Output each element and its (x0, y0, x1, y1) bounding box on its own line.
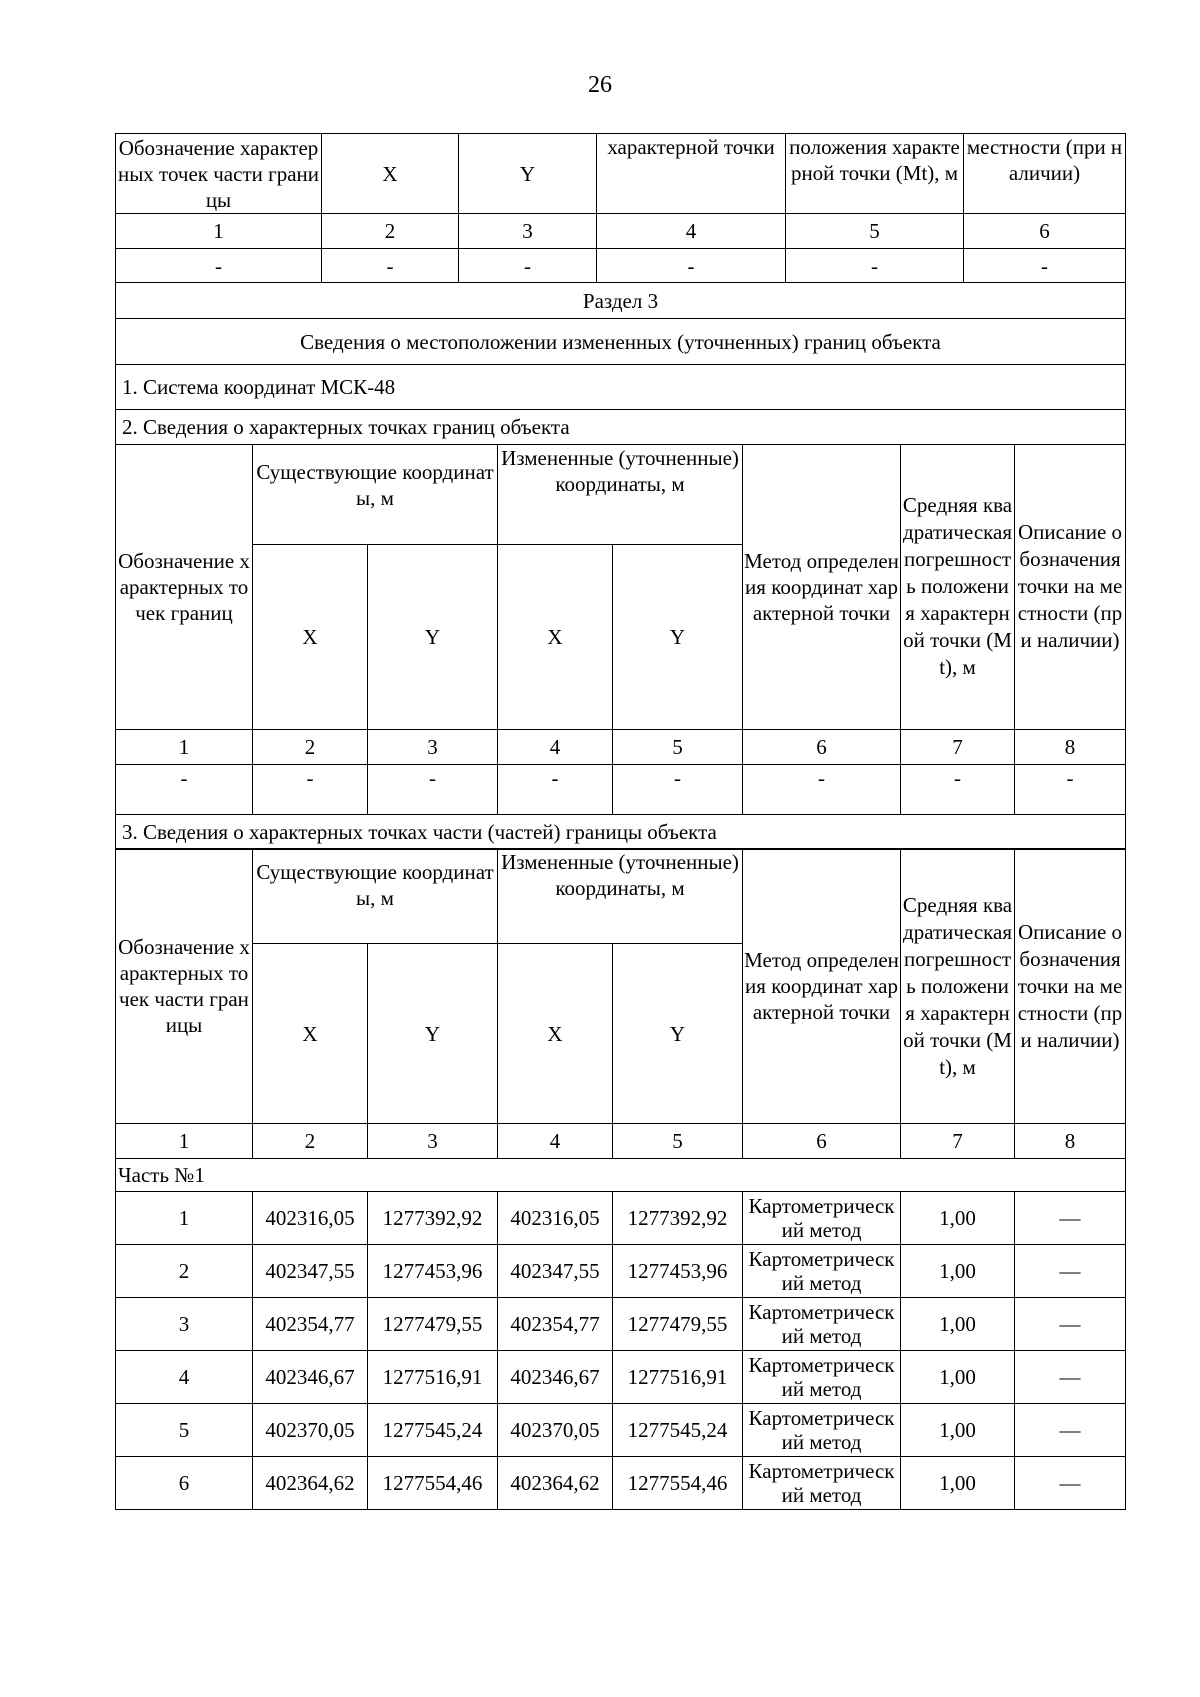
block3-title: 3. Сведения о характерных точках части (частей) границы объекта (116, 814, 1126, 849)
table-row (116, 1404, 1126, 1457)
empty-dash: - (786, 249, 964, 283)
changed-coords-header: Измененные (уточненные) координаты, м (498, 444, 743, 544)
error-cell: 1,00 (901, 1457, 1015, 1510)
empty-dash: - (901, 764, 1015, 814)
empty-dash: - (253, 764, 368, 814)
changed-x: 402364,62 (498, 1457, 613, 1510)
empty-dash: - (116, 764, 253, 814)
changed-x: 402346,67 (498, 1351, 613, 1404)
empty-dash: - (459, 249, 597, 283)
existing-y: 1277554,46 (368, 1457, 498, 1510)
table-row (116, 1298, 1126, 1351)
description-cell: — (1015, 1245, 1126, 1298)
column-number: 1 (116, 1124, 253, 1159)
changed-x: 402316,05 (498, 1192, 613, 1245)
empty-dash: - (116, 249, 322, 283)
column-number: 2 (253, 729, 368, 764)
existing-x: 402316,05 (253, 1192, 368, 1245)
top-header-cell: Y (459, 134, 597, 214)
existing-coords-header: Существующие координаты, м (253, 849, 498, 944)
method-cell: Картометрический метод (743, 1351, 901, 1404)
error-cell: 1,00 (901, 1298, 1015, 1351)
column-number: 7 (901, 729, 1015, 764)
description-cell: — (1015, 1457, 1126, 1510)
method-cell: Картометрический метод (743, 1457, 901, 1510)
top-table-number-row (116, 214, 1126, 249)
table-row (116, 1192, 1126, 1245)
column-number: 8 (1015, 1124, 1126, 1159)
error-cell: 1,00 (901, 1351, 1015, 1404)
description-header: Описание обозначения точки на местности (при наличии) (1015, 849, 1126, 1124)
empty-dash: - (964, 249, 1126, 283)
existing-y: 1277479,55 (368, 1298, 498, 1351)
empty-dash: - (743, 764, 901, 814)
part-label: Часть №1 (116, 1159, 1126, 1192)
existing-x: 402347,55 (253, 1245, 368, 1298)
column-number: 2 (253, 1124, 368, 1159)
column-number: 5 (613, 1124, 743, 1159)
existing-y: 1277545,24 (368, 1404, 498, 1457)
table-row (116, 1351, 1126, 1404)
column-number: 4 (498, 1124, 613, 1159)
point-label-header: Обозначение характерных точек границ (116, 444, 253, 729)
x-header: X (498, 944, 613, 1124)
error-cell: 1,00 (901, 1245, 1015, 1298)
point-number: 4 (116, 1351, 253, 1404)
column-number: 8 (1015, 729, 1126, 764)
document-body (115, 133, 1125, 1510)
column-number: 1 (116, 729, 253, 764)
column-number: 5 (613, 729, 743, 764)
existing-y: 1277516,91 (368, 1351, 498, 1404)
description-header: Описание обозначения точки на местности (при наличии) (1015, 444, 1126, 729)
column-number: 6 (743, 1124, 901, 1159)
top-header-cell: местности (при наличии) (964, 134, 1126, 214)
existing-coords-header: Существующие координаты, м (253, 444, 498, 544)
changed-coords-header: Измененные (уточненные) координаты, м (498, 849, 743, 944)
y-header: Y (368, 544, 498, 729)
method-cell: Картометрический метод (743, 1192, 901, 1245)
description-cell: — (1015, 1404, 1126, 1457)
x-header: X (498, 544, 613, 729)
method-header: Метод определения координат характерной точки (743, 849, 901, 1124)
point-number: 5 (116, 1404, 253, 1457)
coordinate-system: 1. Система координат МСК-48 (116, 365, 1126, 410)
existing-x: 402370,05 (253, 1404, 368, 1457)
block2-table (115, 444, 1126, 850)
coordinate-rows (116, 1192, 1126, 1510)
block3-table (115, 848, 1126, 1510)
x-header: X (253, 944, 368, 1124)
page-number: 26 (588, 72, 612, 98)
description-cell: — (1015, 1298, 1126, 1351)
column-number: 4 (597, 214, 786, 249)
point-label-header: Обозначение характерных точек части границы (116, 849, 253, 1124)
block2-title: 2. Сведения о характерных точках границ объекта (116, 410, 1126, 445)
empty-dash: - (597, 249, 786, 283)
top-header-cell: X (322, 134, 459, 214)
section-subtitle: Сведения о местоположении измененных (уточненных) границ объекта (116, 319, 1126, 365)
y-header: Y (613, 944, 743, 1124)
error-cell: 1,00 (901, 1404, 1015, 1457)
existing-x: 402364,62 (253, 1457, 368, 1510)
changed-x: 402354,77 (498, 1298, 613, 1351)
top-header-cell: положения характерной точки (Mt), м (786, 134, 964, 214)
existing-x: 402354,77 (253, 1298, 368, 1351)
changed-x: 402347,55 (498, 1245, 613, 1298)
top-header-cell: характерной точки (597, 134, 786, 214)
empty-dash: - (368, 764, 498, 814)
point-number: 6 (116, 1457, 253, 1510)
empty-dash: - (498, 764, 613, 814)
description-cell: — (1015, 1192, 1126, 1245)
y-header: Y (613, 544, 743, 729)
changed-y: 1277479,55 (613, 1298, 743, 1351)
changed-x: 402370,05 (498, 1404, 613, 1457)
column-number: 3 (368, 1124, 498, 1159)
point-number: 1 (116, 1192, 253, 1245)
error-header: Средняя квадратическая погрешность положения характерной точки (Mt), м (901, 444, 1015, 729)
changed-y: 1277453,96 (613, 1245, 743, 1298)
column-number: 7 (901, 1124, 1015, 1159)
column-number: 2 (322, 214, 459, 249)
top-table-header-row (116, 134, 1126, 214)
changed-y: 1277392,92 (613, 1192, 743, 1245)
empty-dash: - (613, 764, 743, 814)
column-number: 6 (743, 729, 901, 764)
existing-x: 402346,67 (253, 1351, 368, 1404)
column-number: 6 (964, 214, 1126, 249)
column-number: 4 (498, 729, 613, 764)
table-row (116, 1245, 1126, 1298)
section-title: Раздел 3 (116, 283, 1126, 319)
top-header-cell: Обозначение характерных точек части границы (116, 134, 322, 214)
existing-y: 1277453,96 (368, 1245, 498, 1298)
top-table-dash-row (116, 249, 1126, 283)
y-header: Y (368, 944, 498, 1124)
changed-y: 1277545,24 (613, 1404, 743, 1457)
column-number: 5 (786, 214, 964, 249)
error-cell: 1,00 (901, 1192, 1015, 1245)
column-number: 3 (459, 214, 597, 249)
column-number: 3 (368, 729, 498, 764)
method-header: Метод определения координат характерной точки (743, 444, 901, 729)
column-number: 1 (116, 214, 322, 249)
table-row (116, 1457, 1126, 1510)
existing-y: 1277392,92 (368, 1192, 498, 1245)
changed-y: 1277516,91 (613, 1351, 743, 1404)
top-table (115, 133, 1126, 445)
error-header: Средняя квадратическая погрешность положения характерной точки (Mt), м (901, 849, 1015, 1124)
point-number: 2 (116, 1245, 253, 1298)
method-cell: Картометрический метод (743, 1298, 901, 1351)
changed-y: 1277554,46 (613, 1457, 743, 1510)
method-cell: Картометрический метод (743, 1245, 901, 1298)
x-header: X (253, 544, 368, 729)
empty-dash: - (322, 249, 459, 283)
empty-dash: - (1015, 764, 1126, 814)
description-cell: — (1015, 1351, 1126, 1404)
point-number: 3 (116, 1298, 253, 1351)
method-cell: Картометрический метод (743, 1404, 901, 1457)
